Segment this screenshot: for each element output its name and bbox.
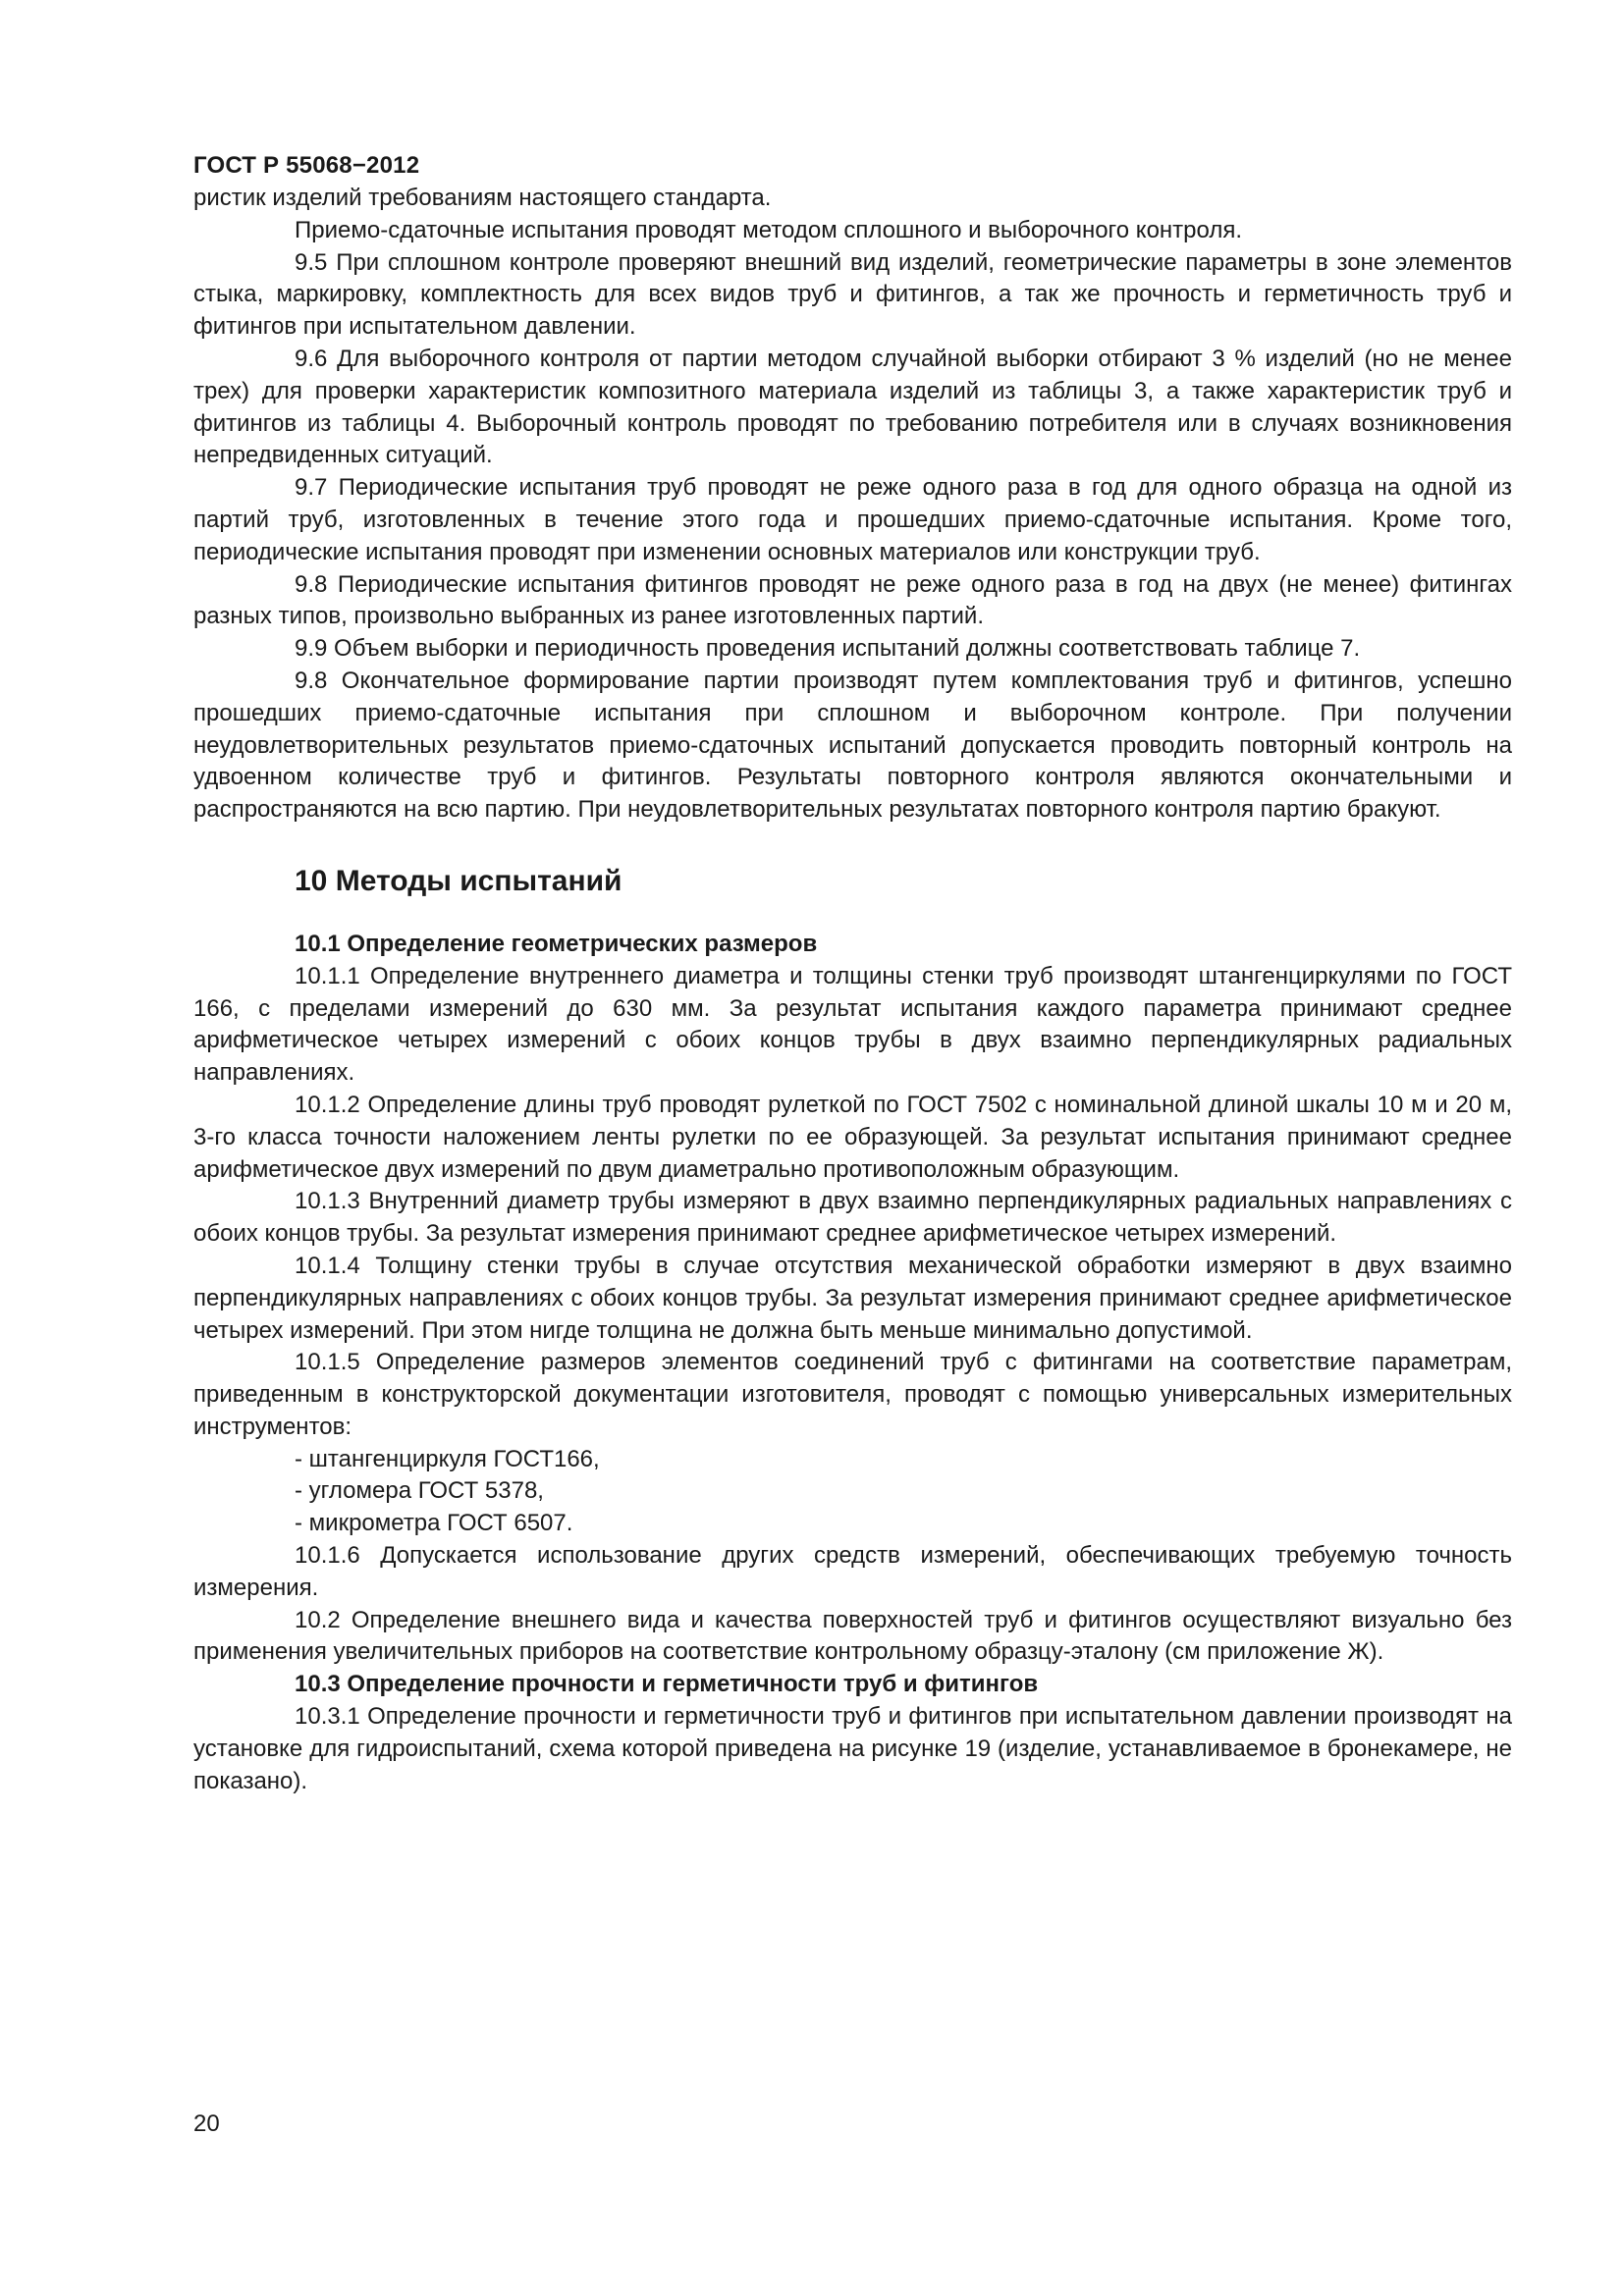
paragraph-10-2: 10.2 Определение внешнего вида и качества поверхностей труб и фитингов осуществляют визуально без применения увеличительных приборов на соответствие контрольному образцу-эталону (см приложение Ж).: [193, 1606, 1512, 1666]
subsection-title-10-3: 10.3 Определение прочности и герметичности труб и фитингов: [295, 1671, 1039, 1698]
paragraph-10-1-6: 10.1.6 Допускается использование других средств измерений, обеспечивающих требуемую точность измерения.: [193, 1542, 1512, 1601]
section-title: 10 Методы испытаний: [295, 864, 622, 897]
paragraph-9-7: 9.7 Периодические испытания труб проводят не реже одного раза в год для одного образца на одной из партий труб, изготовленных в течение этого года и прошедших приемо-сдаточные испытания. Кроме того, периодические испытания проводят при изменении основных материалов или конструкции труб.: [193, 474, 1512, 565]
paragraph-9-8: 9.8 Периодические испытания фитингов проводят не реже одного раза в год на двух (не менее) фитингах разных типов, произвольно выбранных из ранее изготовленных партий.: [193, 570, 1512, 630]
paragraph-9-9: 9.9 Объем выборки и периодичность проведения испытаний должны соответствовать таблице 7.: [295, 635, 1361, 663]
paragraph-continuation: ристик изделий требованиям настоящего стандарта.: [193, 185, 772, 211]
subsection-title-10-1: 10.1 Определение геометрических размеров: [295, 930, 818, 957]
page-number: 20: [193, 2110, 220, 2137]
list-item: - угломера ГОСТ 5378,: [295, 1477, 544, 1505]
paragraph-9-8-final: 9.8 Окончательное формирование партии производят путем комплектования труб и фитингов, успешно прошедших приемо-сдаточные испытания при сплошном и выборочном контроле. При получении неудовлетворительных результатов приемо-сдаточных испытаний допускается проводить повторный контроль на удвоенном количестве труб и фитингов. Результаты повторного контроля являются окончательными и распространяются на всю партию. При неудовлетворительных результатах повторного контроля партию бракуют.: [193, 667, 1512, 824]
paragraph-10-1-2: 10.1.2 Определение длины труб проводят рулеткой по ГОСТ 7502 с номинальной длиной шкалы 10 м и 20 м, 3-го класса точности наложением ленты рулетки по ее образующей. За результат испытания принимают среднее арифметическое двух измерений по двум диаметрально противоположным образующим.: [193, 1091, 1512, 1183]
paragraph-9-5: 9.5 При сплошном контроле проверяют внешний вид изделий, геометрические параметры в зоне элементов стыка, маркировку, комплектность для всех видов труб и фитингов, а так же прочность и герметичность труб и фитингов при испытательном давлении.: [193, 248, 1512, 341]
document-header: ГОСТ Р 55068−2012: [193, 152, 420, 179]
list-item: - микрометра ГОСТ 6507.: [295, 1510, 573, 1537]
paragraph-10-1-1: 10.1.1 Определение внутреннего диаметра и толщины стенки труб производят штангенциркулями по ГОСТ 166, с пределами измерений до 630 мм. За результат испытания каждого параметра принимают среднее арифметическое четырех измерений с обоих концов трубы в двух взаимно перпендикулярных радиальных направлениях.: [193, 962, 1512, 1087]
paragraph-acceptance-tests: Приемо-сдаточные испытания проводят методом сплошного и выборочного контроля.: [295, 216, 1242, 243]
page-body: [193, 183, 1512, 1797]
paragraph-10-3-1: 10.3.1 Определение прочности и герметичности труб и фитингов при испытательном давлении производят на установке для гидроиспытаний, схема которой приведена на рисунке 19 (изделие, устанавливаемое в бронекамере, не показано).: [193, 1703, 1512, 1794]
paragraph-10-1-5: 10.1.5 Определение размеров элементов соединений труб с фитингами на соответствие параметрам, приведенным в конструкторской документации изготовителя, проводят с помощью универсальных измерительных инструментов:: [193, 1349, 1512, 1440]
paragraph-10-1-4: 10.1.4 Толщину стенки трубы в случае отсутствия механической обработки измеряют в двух взаимно перпендикулярных направлениях с обоих концов трубы. За результат измерения принимают среднее арифметическое четырех измерений. При этом нигде толщина не должна быть меньше минимально допустимой.: [193, 1252, 1512, 1344]
paragraph-10-1-3: 10.1.3 Внутренний диаметр трубы измеряют в двух взаимно перпендикулярных радиальных направлениях с обоих концов трубы. За результат измерения принимают среднее арифметическое четырех измерений.: [193, 1188, 1512, 1248]
paragraph-9-6: 9.6 Для выборочного контроля от партии методом случайной выборки отбирают 3 % изделий (но не менее трех) для проверки характеристик композитного материала изделий из таблицы 3, а также характеристик труб и фитингов из таблицы 4. Выборочный контроль проводят по требованию потребителя или в случаях возникновения непредвиденных ситуаций.: [193, 345, 1512, 469]
list-item: - штангенциркуля ГОСТ166,: [295, 1445, 600, 1472]
